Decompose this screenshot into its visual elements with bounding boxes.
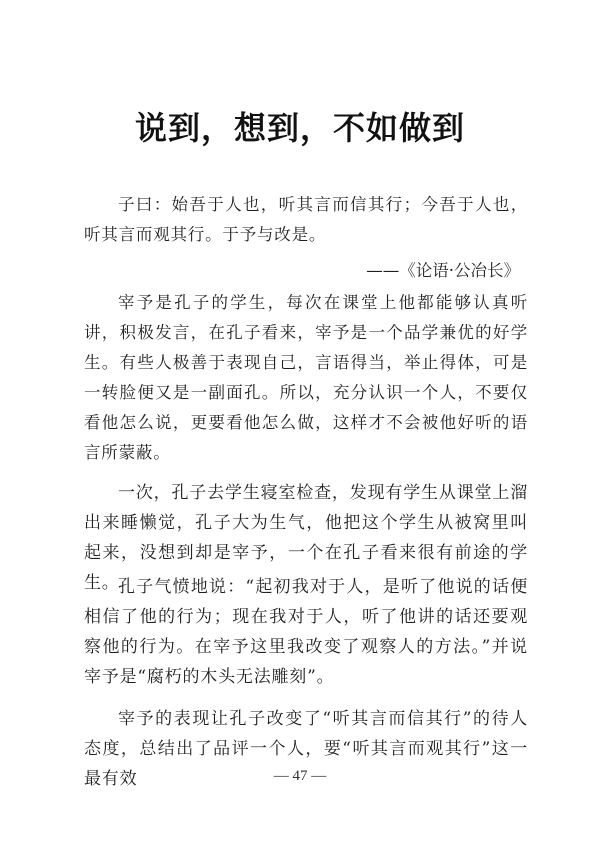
quote-source: ——《论语·公冶长》 bbox=[366, 261, 520, 280]
classical-quote: 子曰：始吾于人也，听其言而信其行；今吾于人也，听其言而观其行。于予与改是。 bbox=[84, 195, 528, 244]
page-number: — 47 — bbox=[273, 768, 327, 784]
paragraph-3: 孔子气愤地说：“起初我对于人，是听了他说的话便相信了他的行为；现在我对于人，听了他讲的话还要观察他的行为。在宰予这里我改变了观察人的方法。”并说宰予是“腐朽的木头无法雕刻”。 bbox=[84, 577, 528, 687]
chapter-title: 说到，想到，不如做到 bbox=[134, 109, 465, 147]
paragraph-4: 宰予的表现让孔子改变了“听其言而信其行”的待人态度，总结出了品评一个人，要“听其言而观其行”这一最有效 bbox=[84, 709, 528, 789]
paragraph-1: 宰予是孔子的学生，每次在课堂上他都能够认真听讲，积极发言，在孔子看来，宰予是一个品学兼优的好学生。有些人极善于表现自己，言语得当，举止得体，可是一转脸便又是一副面孔。所以，充分认识一个人，不要仅看他怎么说，更要看他怎么做，这样才不会被他好听的语言所蒙蔽。 bbox=[84, 293, 528, 462]
paragraph-2: 一次，孔子去学生寝室检查，发现有学生从课堂上溜出来睡懒觉，孔子大为生气，他把这个学生从被窝里叫起来，没想到却是宰予，一个在孔子看来很有前途的学生。 bbox=[84, 483, 528, 593]
